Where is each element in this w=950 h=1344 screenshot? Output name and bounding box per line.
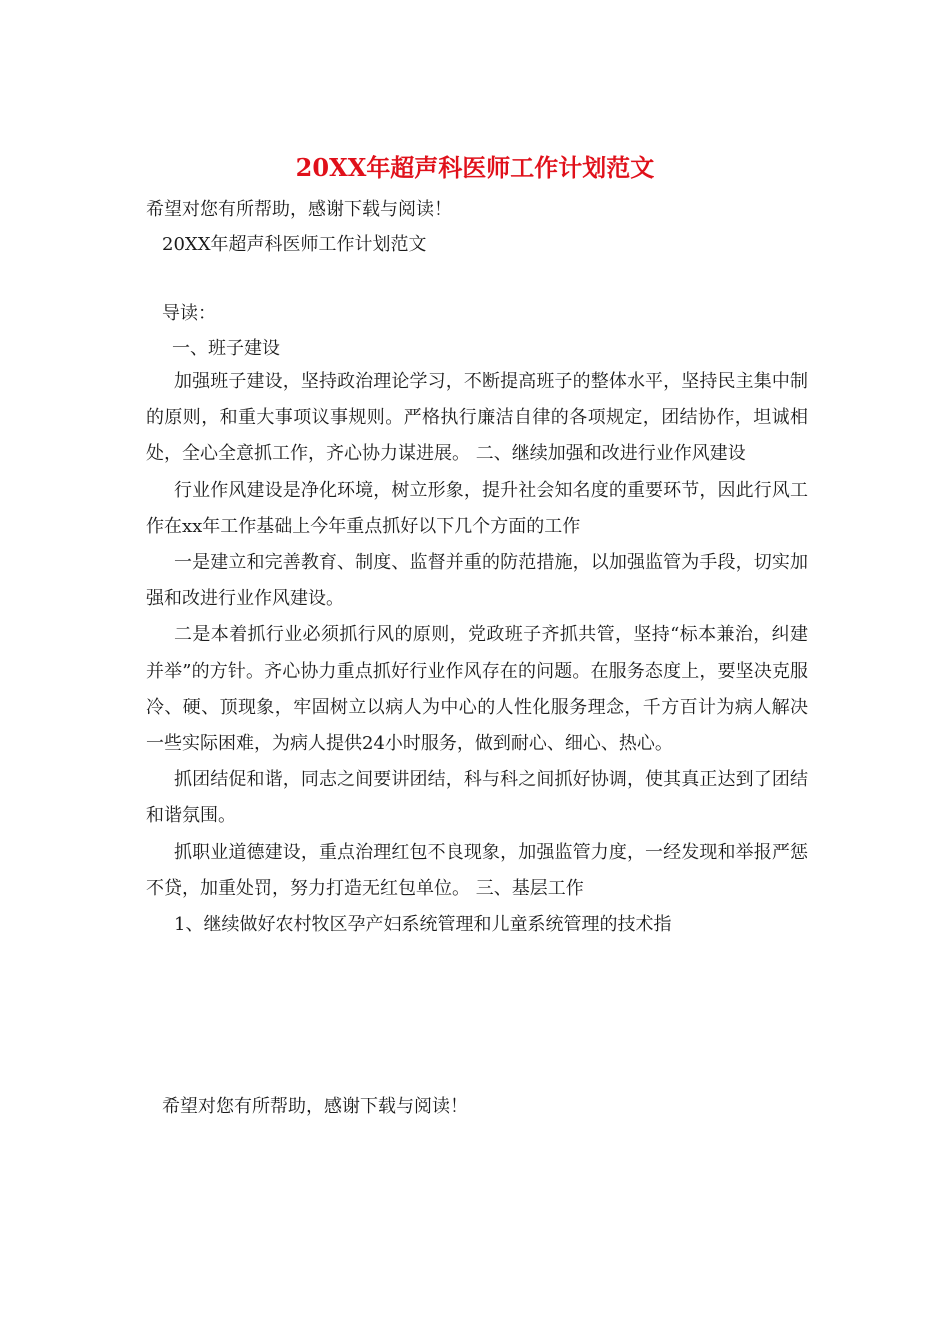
paragraph: 抓职业道德建设，重点治理红包不良现象，加强监管力度，一经发现和举报严惩不贷，加重处罚，努力打造无红包单位。 三、基层工作 (146, 841, 808, 899)
paragraph: 一是建立和完善教育、制度、监督并重的防范措施，以加强监管为手段，切实加强和改进行业作风建设。 (146, 552, 808, 610)
paragraph: 1、继续做好农村牧区孕产妇系统管理和儿童系统管理的技术指 (174, 914, 672, 936)
body-text (146, 364, 808, 943)
header-thanks-text: 希望对您有所帮助，感谢下载与阅读！ (146, 199, 452, 220)
section-heading: 一、班子建设 (172, 338, 280, 359)
intro-label: 导读： (162, 303, 216, 324)
document-title: 20XX年超声科医师工作计划范文 (295, 153, 655, 182)
paragraph: 加强班子建设，坚持政治理论学习，不断提高班子的整体水平，坚持民主集中制的原则，和重大事项议事规则。严格执行廉洁自律的各项规定，团结协作，坦诚相处，全心全意抓工作，齐心协力谋进展。 二、继续加强和改进行业作风建设 (146, 371, 808, 465)
document-subtitle: 20XX年超声科医师工作计划范文 (162, 234, 427, 255)
paragraph: 抓团结促和谐，同志之间要讲团结，科与科之间抓好协调，使其真正达到了团结和谐氛围。 (146, 769, 808, 827)
footer-thanks-text: 希望对您有所帮助，感谢下载与阅读！ (162, 1096, 468, 1117)
paragraph: 行业作风建设是净化环境，树立形象，提升社会知名度的重要环节，因此行风工作在xx年工作基础上今年重点抓好以下几个方面的工作 (146, 479, 808, 537)
paragraph: 二是本着抓行业必须抓行风的原则，党政班子齐抓共管，坚持“标本兼治，纠建并举”的方针。齐心协力重点抓好行业作风存在的问题。在服务态度上，要坚决克服冷、硬、顶现象，牢固树立以病人为中心的人性化服务理念，千方百计为病人解决一些实际困难，为病人提供24小时服务，做到耐心、细心、热心。 (146, 624, 808, 755)
